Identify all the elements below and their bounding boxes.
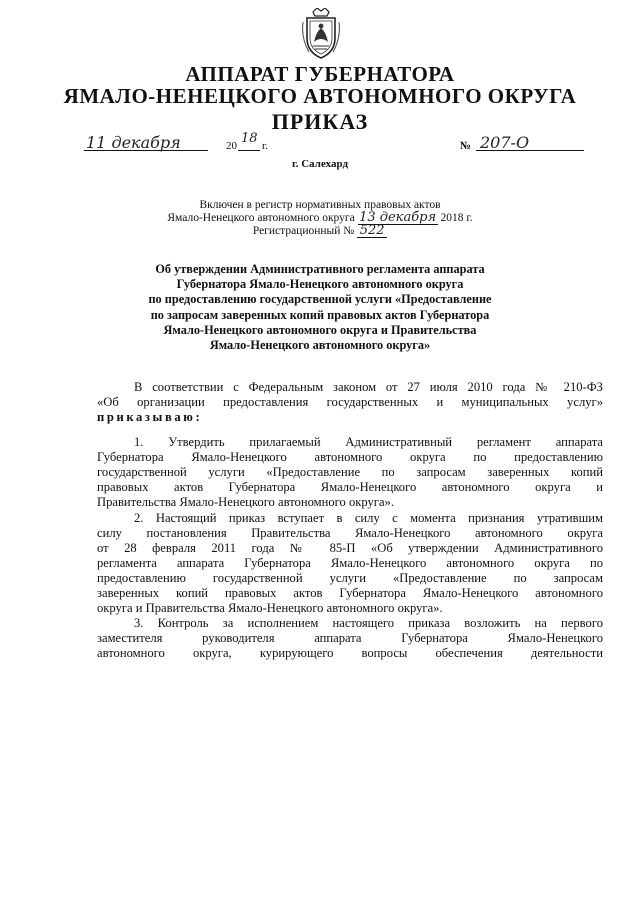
title-line: Об утверждении Административного регламента аппарата bbox=[155, 262, 485, 276]
registration-line-2 bbox=[0, 212, 640, 225]
item-2-line: силу постановления Правительства Ямало-Ненецкого автономного округа bbox=[97, 526, 603, 540]
preamble-line: «Об организации предоставления государственных и муниципальных услуг» bbox=[97, 395, 603, 409]
title-line: Губернатора Ямало-Ненецкого автономного округа bbox=[176, 277, 464, 292]
handwritten-year: 18 bbox=[241, 131, 258, 146]
order-title bbox=[100, 262, 540, 353]
handwritten-number: 207-О bbox=[480, 133, 530, 152]
issuer-line-2: ЯМАЛО-НЕНЕЦКОГО АВТОНОМНОГО ОКРУГА bbox=[63, 84, 577, 108]
title-line: Ямало-Ненецкого автономного округа» bbox=[209, 338, 431, 353]
item-1 bbox=[97, 435, 603, 510]
item-3-line: заместителя руководителя аппарата Губернатора Ямало-Ненецкого bbox=[97, 631, 603, 645]
item-2-line: заверенных копий правовых актов Губернатора Ямало-Ненецкого автономного bbox=[97, 586, 603, 600]
item-1-line: правовых актов Губернатора Ямало-Ненецкого автономного округа и bbox=[97, 480, 603, 494]
registration-handwritten-number: 522 bbox=[357, 225, 387, 238]
registration-number-label: Регистрационный № bbox=[252, 225, 355, 237]
preamble bbox=[97, 380, 603, 425]
title-line: Ямало-Ненецкого автономного округа и Правительства bbox=[163, 322, 477, 337]
item-2-line: предоставлению государственной услуги «Предоставление по запросам bbox=[97, 571, 603, 585]
date-number-line bbox=[84, 133, 584, 155]
order-word: приказываю: bbox=[97, 410, 203, 424]
preamble-line: В соответствии с Федеральным законом от 27 июля 2010 года № 210-ФЗ bbox=[134, 380, 603, 394]
registration-line-2-prefix: Ямало-Ненецкого автономного округа bbox=[167, 212, 355, 224]
item-2 bbox=[97, 511, 603, 616]
registration-handwritten-date: 13 декабря bbox=[359, 210, 437, 225]
city: г. Салехард bbox=[291, 158, 349, 170]
coat-of-arms-emblem bbox=[301, 8, 341, 60]
handwritten-date: 11 декабря bbox=[86, 133, 181, 152]
document-type: ПРИКАЗ bbox=[271, 109, 369, 134]
item-2-line: округа и Правительства Ямало-Ненецкого автономного округа». bbox=[97, 601, 443, 615]
title-line: по предоставлению государственной услуги «Предоставление bbox=[148, 292, 492, 307]
registration-line-1: Включен в регистр нормативных правовых актов bbox=[199, 199, 441, 211]
year-suffix: г. bbox=[262, 140, 269, 152]
item-2-line: регламента аппарата Губернатора Ямало-Ненецкого автономного округа по bbox=[97, 556, 603, 570]
year-prefix: 20 bbox=[226, 140, 237, 152]
number-label: № bbox=[460, 140, 472, 152]
item-1-line: 1. Утвердить прилагаемый Административный регламент аппарата bbox=[134, 435, 603, 449]
item-1-line: Губернатора Ямало-Ненецкого автономного округа по предоставлению bbox=[97, 450, 603, 464]
item-3 bbox=[97, 616, 603, 661]
issuer-line-1: АППАРАТ ГУБЕРНАТОРА bbox=[185, 62, 455, 86]
item-2-line: 2. Настоящий приказ вступает в силу с момента признания утратившим bbox=[134, 511, 603, 525]
registration-line-3 bbox=[0, 225, 640, 238]
item-2-line: от 28 февраля 2011 года № 85-П «Об утверждении Административного bbox=[97, 541, 603, 555]
registration-line-2-suffix: 2018 г. bbox=[440, 212, 473, 224]
title-line: по запросам заверенных копий правовых актов Губернатора bbox=[150, 307, 490, 322]
item-3-line: автономного округа, курирующего вопросы обеспечения деятельности bbox=[97, 646, 603, 660]
item-1-line: государственной услуги «Предоставление по запросам заверенных копий bbox=[97, 465, 603, 479]
item-3-line: 3. Контроль за исполнением настоящего приказа возложить на первого bbox=[134, 616, 603, 630]
item-1-line: Правительства Ямало-Ненецкого автономного округа». bbox=[97, 495, 394, 509]
